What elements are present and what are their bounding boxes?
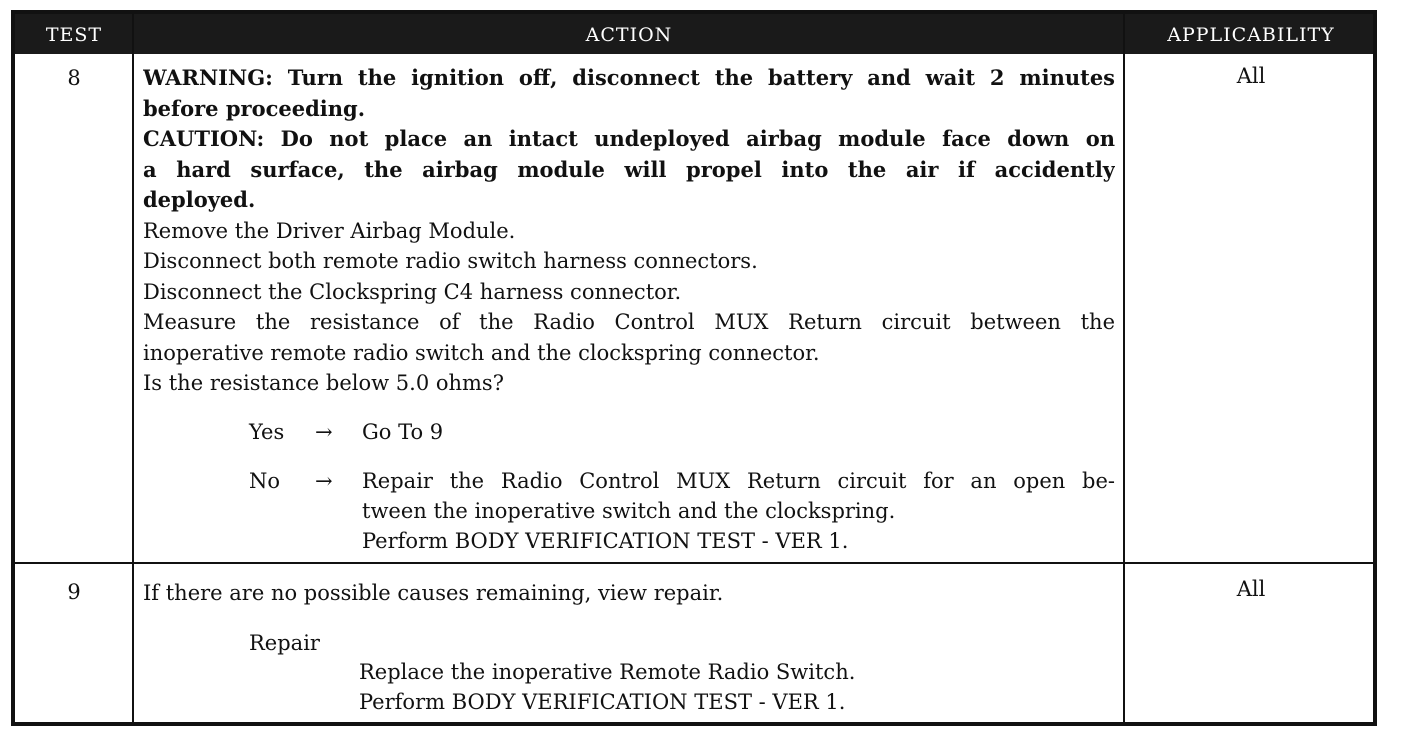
test-number: 9 xyxy=(67,580,81,604)
test-number: 8 xyxy=(67,66,81,90)
step-line: inoperative remote radio switch and the clockspring connector. xyxy=(143,340,820,365)
step-line: Is the resistance below 5.0 ohms? xyxy=(143,371,504,395)
column-divider xyxy=(132,14,134,722)
no-result xyxy=(362,466,1115,556)
step-line: Measure the resistance of the Radio Control MUX Return circuit between the xyxy=(143,310,1115,334)
applicability-value: All xyxy=(1236,577,1266,601)
caution-line: deployed. xyxy=(143,187,256,212)
applicability-value: All xyxy=(1236,64,1266,88)
row-divider xyxy=(15,562,1373,564)
no-result-line: Repair the Radio Control MUX Return circuit for an open be- xyxy=(362,469,1115,493)
caution-line: a hard surface, the airbag module will propel into the air if accidently xyxy=(143,156,1115,182)
warning-line: before proceeding. xyxy=(143,95,366,121)
step-line: Disconnect both remote radio switch harness connectors. xyxy=(143,249,758,273)
no-result-line: Perform BODY VERIFICATION TEST - VER 1. xyxy=(362,529,849,553)
arrow-icon: → xyxy=(315,420,333,444)
action-text xyxy=(143,63,1115,399)
arrow-icon: → xyxy=(315,469,333,493)
no-result-line: tween the inoperative switch and the clockspring. xyxy=(362,499,896,523)
header-applicability: APPLICABILITY xyxy=(1167,24,1335,46)
yes-label: Yes xyxy=(249,420,285,444)
diagnostic-table xyxy=(11,10,1377,726)
repair-line: Replace the inoperative Remote Radio Switch. xyxy=(359,660,856,684)
warning-line: WARNING: Turn the ignition off, disconnect the battery and wait 2 minutes xyxy=(143,65,1115,90)
step-line: If there are no possible causes remaining, view repair. xyxy=(143,581,724,605)
repair-line: Perform BODY VERIFICATION TEST - VER 1. xyxy=(359,690,846,714)
action-text xyxy=(143,578,1115,609)
column-divider xyxy=(1123,14,1125,722)
step-line: Remove the Driver Airbag Module. xyxy=(143,218,516,243)
repair-text xyxy=(359,657,855,717)
repair-label: Repair xyxy=(249,631,320,655)
step-line: Disconnect the Clockspring C4 harness connector. xyxy=(143,279,682,304)
header-test: TEST xyxy=(45,24,103,46)
table-header xyxy=(15,14,1373,54)
no-label: No xyxy=(249,469,281,493)
caution-line: CAUTION: Do not place an intact undeployed airbag module face down on xyxy=(143,126,1115,151)
yes-result: Go To 9 xyxy=(362,420,444,444)
header-action: ACTION xyxy=(585,24,673,46)
